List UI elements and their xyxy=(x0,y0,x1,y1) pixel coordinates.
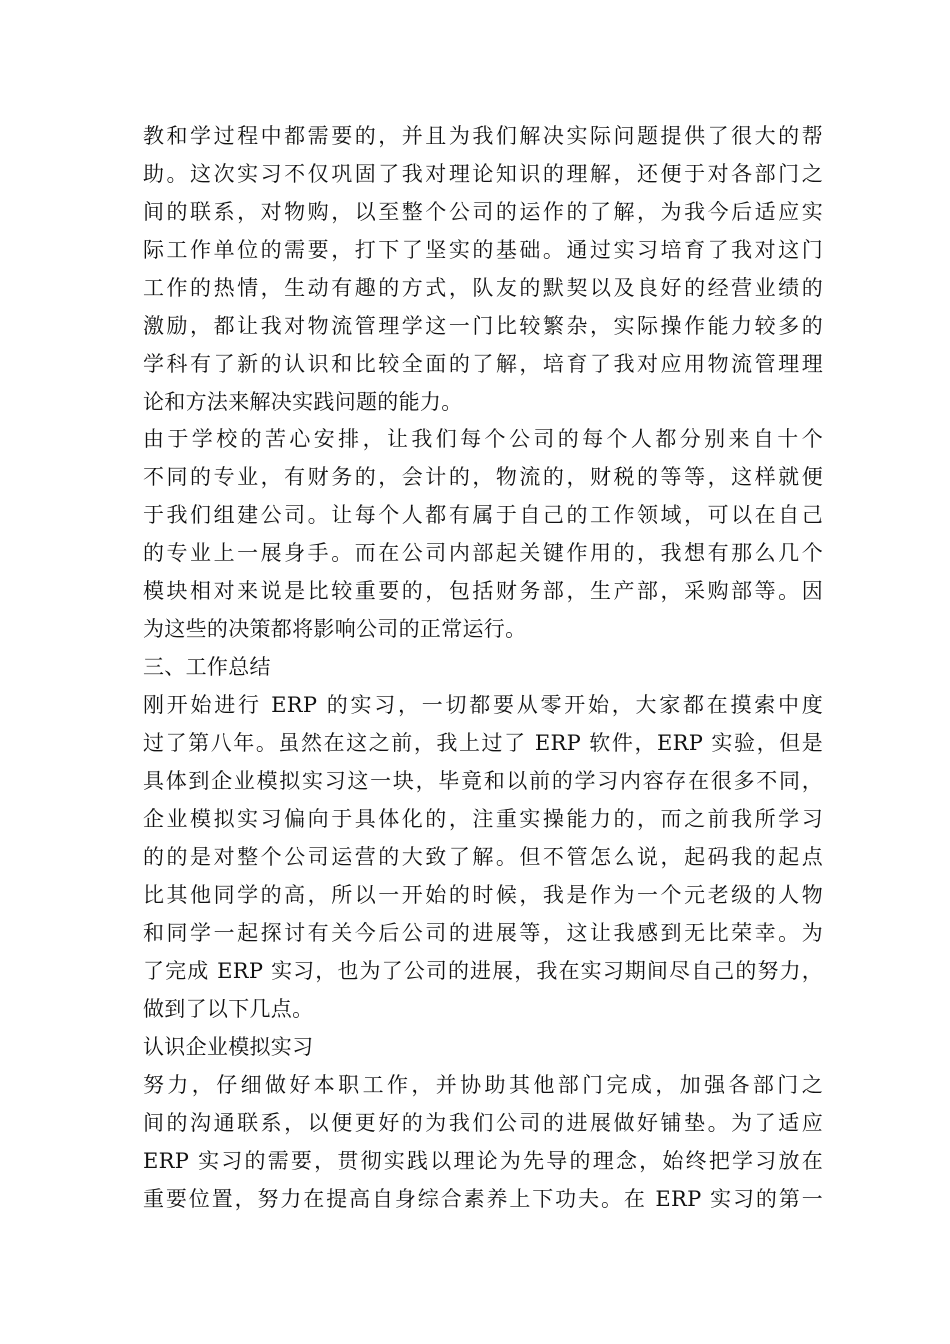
section-heading: 三、工作总结 xyxy=(143,655,271,679)
text-line: 论和方法来解决实践问题的能力。 xyxy=(143,390,463,414)
text-line: 比其他同学的高，所以一开始的时候，我是作为一个元老级的人物 xyxy=(143,883,823,907)
text-line: 的的是对整个公司运营的大致了解。但不管怎么说，起码我的起点 xyxy=(143,845,823,869)
text-line: 助。这次实习不仅巩固了我对理论知识的理解，还便于对各部门之 xyxy=(143,162,823,186)
text-line: 努力，仔细做好本职工作，并协助其他部门完成，加强各部门之 xyxy=(143,1073,823,1097)
text-line: 学科有了新的认识和比较全面的了解，培育了我对应用物流管理理 xyxy=(143,352,823,376)
text-line: 由于学校的苦心安排，让我们每个公司的每个人都分别来自十个 xyxy=(143,427,823,451)
text-line: 间的联系，对物购，以至整个公司的运作的了解，为我今后适应实 xyxy=(143,200,823,224)
text-line: 具体到企业模拟实习这一块，毕竟和以前的学习内容存在很多不同， xyxy=(143,769,823,793)
text-line: 重要位置，努力在提高自身综合素养上下功夫。在 ERP 实习的第一 xyxy=(143,1187,823,1211)
text-line: 了完成 ERP 实习，也为了公司的进展，我在实习期间尽自己的努力， xyxy=(143,959,823,983)
text-line: 间的沟通联系，以便更好的为我们公司的进展做好铺垫。为了适应 xyxy=(143,1111,823,1135)
text-line: 于我们组建公司。让每个人都有属于自己的工作领域，可以在自己 xyxy=(143,503,823,527)
text-line: 教和学过程中都需要的，并且为我们解决实际问题提供了很大的帮 xyxy=(143,124,823,148)
text-line: 刚开始进行 ERP 的实习，一切都要从零开始，大家都在摸索中度 xyxy=(143,693,823,717)
text-line: 和同学一起探讨有关今后公司的进展等，这让我感到无比荣幸。为 xyxy=(143,921,823,945)
text-line: 不同的专业，有财务的，会计的，物流的，财税的等等，这样就便 xyxy=(143,465,823,489)
text-line: 工作的热情，生动有趣的方式，队友的默契以及良好的经营业绩的 xyxy=(143,276,823,300)
text-line: 激励，都让我对物流管理学这一门比较繁杂，实际操作能力较多的 xyxy=(143,314,823,338)
text-line: 为这些的决策都将影响公司的正常运行。 xyxy=(143,617,527,641)
subsection-heading: 认识企业模拟实习 xyxy=(143,1035,314,1059)
text-line: ERP 实习的需要，贯彻实践以理论为先导的理念，始终把学习放在 xyxy=(143,1149,823,1173)
text-line: 过了第八年。虽然在这之前，我上过了 ERP 软件，ERP 实验，但是 xyxy=(143,731,823,755)
text-line: 企业模拟实习偏向于具体化的，注重实操能力的，而之前我所学习 xyxy=(143,807,823,831)
text-line: 做到了以下几点。 xyxy=(143,997,314,1021)
text-line: 际工作单位的需要，打下了坚实的基础。通过实习培育了我对这门 xyxy=(143,238,823,262)
text-line: 的专业上一展身手。而在公司内部起关键作用的，我想有那么几个 xyxy=(143,541,823,565)
text-line: 模块相对来说是比较重要的，包括财务部，生产部，采购部等。因 xyxy=(143,579,823,603)
